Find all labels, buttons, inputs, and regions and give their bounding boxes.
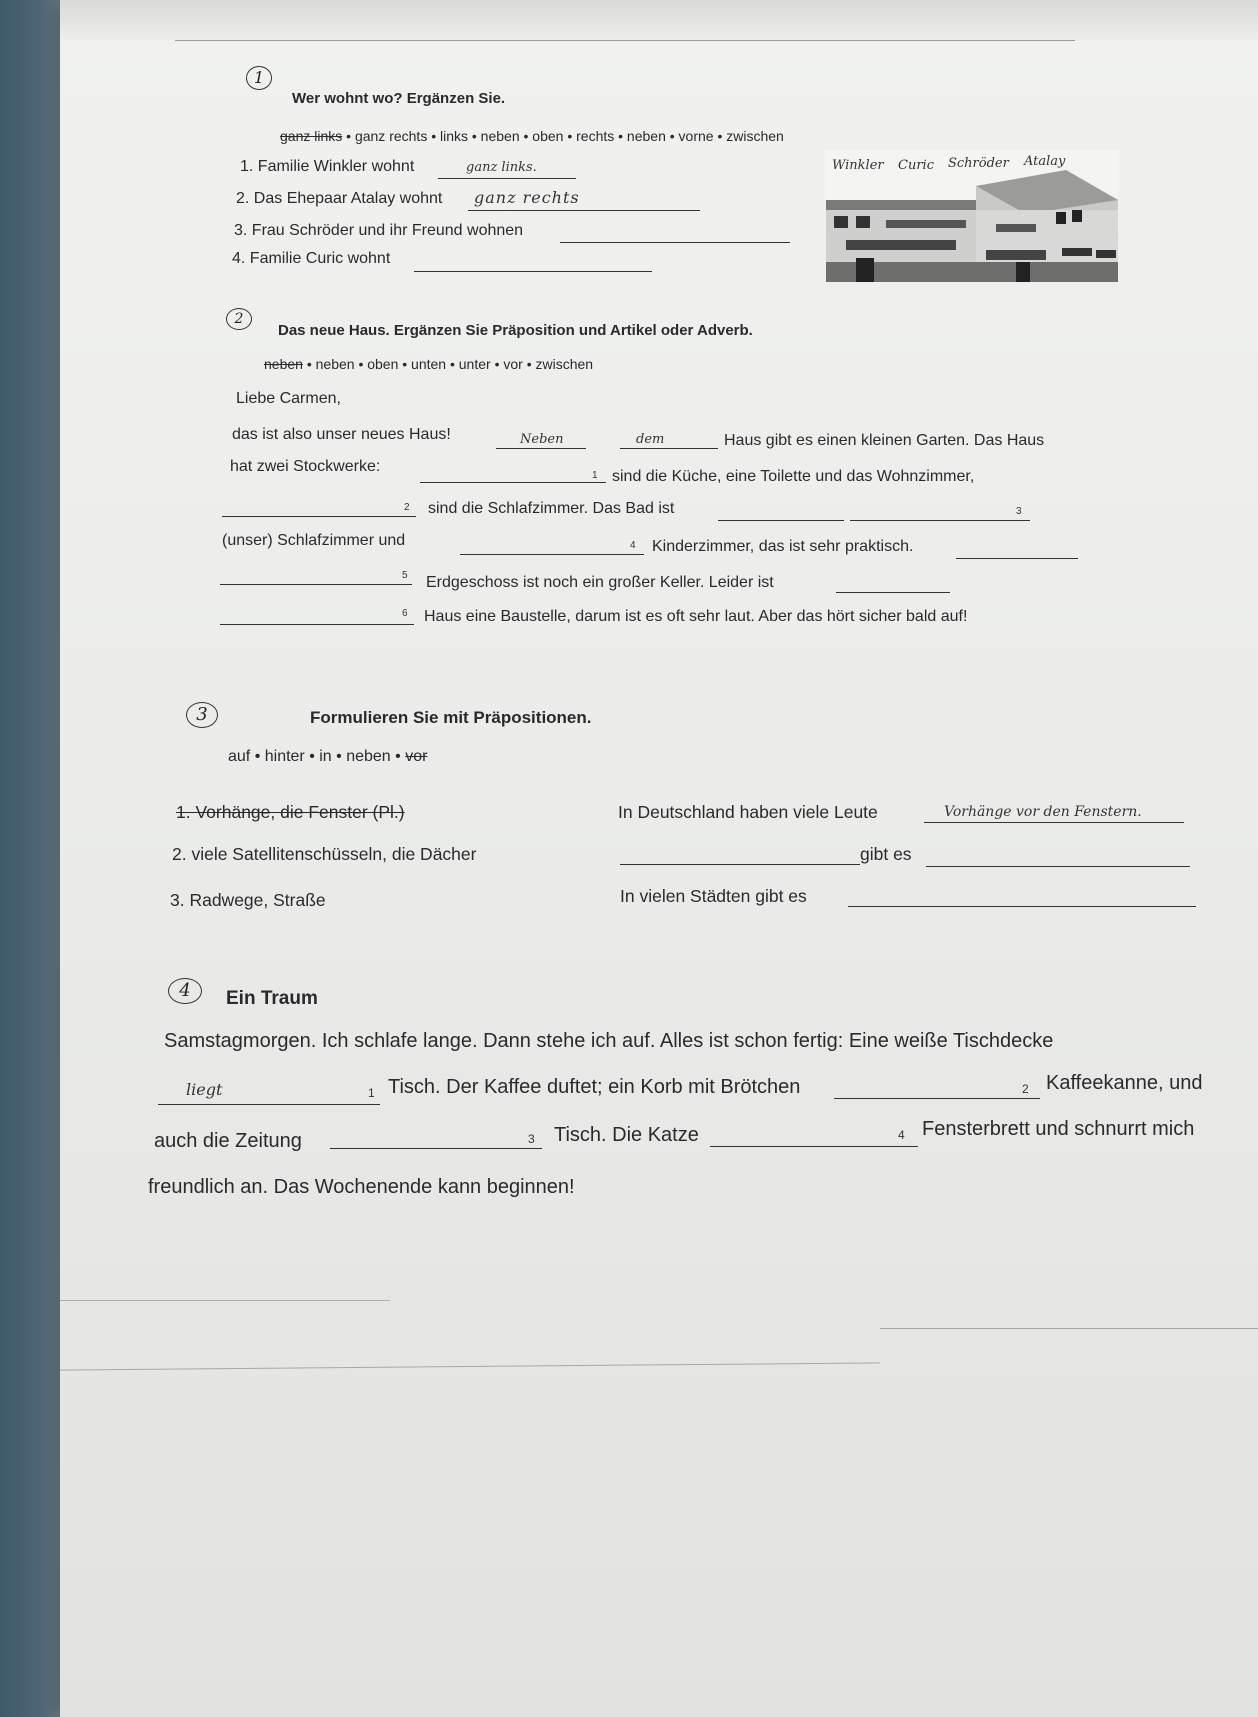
ex2-blank-line5-end[interactable]: [836, 592, 950, 593]
ex2-blank-n3b[interactable]: [850, 520, 1030, 521]
ex1-wordbank: [280, 128, 784, 144]
ex2-gap-number-4: 4: [630, 540, 636, 551]
ex4-blank-2[interactable]: [834, 1098, 1040, 1099]
ex4-blank-3[interactable]: [330, 1148, 542, 1149]
ex1-answer-1: ganz links.: [466, 160, 537, 175]
photo-label-curic: Curic: [898, 158, 934, 173]
ex3-blank-2a[interactable]: [620, 864, 860, 865]
ex4-line2b: Kaffeekanne, und: [1046, 1072, 1203, 1094]
ex4-answer-1: liegt: [186, 1080, 223, 1099]
ex2-wordbank-struck: neben: [264, 356, 303, 372]
ex3-blank-2b[interactable]: [926, 866, 1190, 867]
ex2-blank-n2[interactable]: [222, 516, 416, 517]
ex1-wordbank-rest: • ganz rechts • links • neben • oben • rechts • neben • vorne • zwischen: [342, 128, 784, 144]
ex2-line4a: (unser) Schlafzimmer und: [222, 532, 406, 549]
bottom-rule-3: [880, 1328, 1258, 1329]
photo-label-schroeder: Schröder: [948, 156, 1009, 171]
ex2-line1a: das ist also unser neues Haus!: [232, 426, 451, 443]
ex4-title: Ein Traum: [226, 988, 318, 1009]
ex1-wordbank-struck: ganz links: [280, 128, 343, 144]
ex1-item-3: 3. Frau Schröder und ihr Freund wohnen: [234, 222, 524, 239]
ex3-prompt-3: 3. Radwege, Straße: [170, 890, 326, 910]
ex2-answer-1a: Neben: [520, 432, 564, 447]
ex2-blank-n4[interactable]: [460, 554, 644, 555]
ex1-answer-2: ganz rechts: [474, 188, 580, 207]
ex4-line3b: Tisch. Die Katze: [554, 1124, 699, 1146]
ex4-gap-number-2: 2: [1022, 1082, 1029, 1096]
ex3-wordbank-plain: auf • hinter • in • neben •: [228, 748, 406, 765]
ex2-blank-n5[interactable]: [220, 584, 412, 585]
ex3-prompt-2: 2. viele Satellitenschüsseln, die Dächer: [172, 844, 477, 864]
ex1-item-4: 4. Familie Curic wohnt: [232, 250, 391, 267]
ex2-line2a: hat zwei Stockwerke:: [230, 458, 381, 475]
ex1-item-1: 1. Familie Winkler wohnt: [240, 158, 415, 175]
ex3-wordbank: [228, 748, 427, 766]
ex3-sentence-2: gibt es: [860, 844, 912, 864]
ex4-line2a: Tisch. Der Kaffee duftet; ein Korb mit Brötchen: [388, 1076, 801, 1098]
bottom-rule-1: [60, 1300, 390, 1301]
ex2-gap-number-3: 3: [1016, 506, 1022, 517]
ex2-title: Das neue Haus. Ergänzen Sie Präposition und Artikel oder Adverb.: [278, 322, 753, 339]
ex2-blank-n1[interactable]: [420, 482, 606, 483]
ex2-gap-number-6: 6: [402, 608, 408, 619]
ex1-blank-4[interactable]: [414, 271, 652, 272]
ex4-blank-1[interactable]: [158, 1104, 380, 1105]
ex2-gap-number-2: 2: [404, 502, 410, 513]
ex1-blank-1[interactable]: [438, 178, 576, 179]
ex2-gap-number-5: 5: [402, 570, 408, 581]
ex1-item-2: 2. Das Ehepaar Atalay wohnt: [236, 190, 443, 207]
ex2-wordbank-rest: • neben • oben • unten • unter • vor • zwischen: [302, 356, 594, 372]
ex3-sentence-1: In Deutschland haben viele Leute: [618, 802, 878, 822]
ex3-wordbank-struck: vor: [405, 748, 428, 765]
ex1-blank-3[interactable]: [560, 242, 790, 243]
ex2-line3a: sind die Schlafzimmer. Das Bad ist: [428, 500, 675, 517]
paper-top-shadow: [60, 0, 1258, 40]
ex2-line4b: Kinderzimmer, das ist sehr praktisch.: [652, 538, 914, 555]
ex2-line2b: sind die Küche, eine Toilette und das Wohnzimmer,: [612, 468, 975, 485]
ex3-number-circle: 3: [186, 702, 218, 728]
ex2-blank-n3a[interactable]: [718, 520, 844, 521]
ex1-number-circle: 1: [246, 66, 272, 90]
photo-label-atalay: Atalay: [1024, 154, 1066, 169]
ex3-blank-3[interactable]: [848, 906, 1196, 907]
ex3-prompt-1: 1. Vorhänge, die Fenster (Pl.): [176, 802, 405, 822]
ex4-line3c: Fensterbrett und schnurrt mich: [922, 1118, 1195, 1140]
ex3-title: Formulieren Sie mit Präpositionen.: [310, 708, 592, 727]
ex4-gap-number-3: 3: [528, 1132, 535, 1146]
ex3-blank-1[interactable]: [924, 822, 1184, 823]
ex2-line6: Haus eine Baustelle, darum ist es oft sehr laut. Aber das hört sicher bald auf!: [424, 608, 968, 625]
ex3-answer-1: Vorhänge vor den Fenstern.: [944, 804, 1142, 820]
ex2-gap-number-1: 1: [592, 470, 598, 481]
photo-label-winkler: Winkler: [832, 158, 884, 173]
ex4-gap-number-1: 1: [368, 1086, 375, 1100]
ex3-sentence-3: In vielen Städten gibt es: [620, 886, 807, 906]
top-rule: [175, 40, 1075, 41]
ex4-line4: freundlich an. Das Wochenende kann beginnen!: [148, 1176, 575, 1198]
ex1-blank-2[interactable]: [468, 210, 700, 211]
ex4-line1: Samstagmorgen. Ich schlafe lange. Dann stehe ich auf. Alles ist schon fertig: Eine weiße Tischdecke: [164, 1030, 1054, 1052]
ex4-line3a: auch die Zeitung: [154, 1130, 302, 1152]
ex1-title: Wer wohnt wo? Ergänzen Sie.: [292, 90, 506, 107]
ex4-gap-number-4: 4: [898, 1128, 905, 1142]
ex4-blank-4[interactable]: [710, 1146, 918, 1147]
ex2-line1b: Haus gibt es einen kleinen Garten. Das Haus: [724, 432, 1045, 449]
ex2-blank-1a[interactable]: [496, 448, 586, 449]
ex2-blank-n6[interactable]: [220, 624, 414, 625]
ex2-blank-1b[interactable]: [620, 448, 718, 449]
ex2-number-circle: 2: [226, 308, 252, 330]
ex2-wordbank: [264, 356, 593, 372]
house-photo: [826, 150, 1118, 282]
ex2-blank-line4-end[interactable]: [956, 558, 1078, 559]
ex2-answer-1b: dem: [636, 432, 665, 447]
ex2-line5: Erdgeschoss ist noch ein großer Keller. Leider ist: [426, 574, 774, 591]
ex4-number-circle: 4: [168, 978, 202, 1004]
ex2-greeting: Liebe Carmen,: [236, 390, 341, 407]
